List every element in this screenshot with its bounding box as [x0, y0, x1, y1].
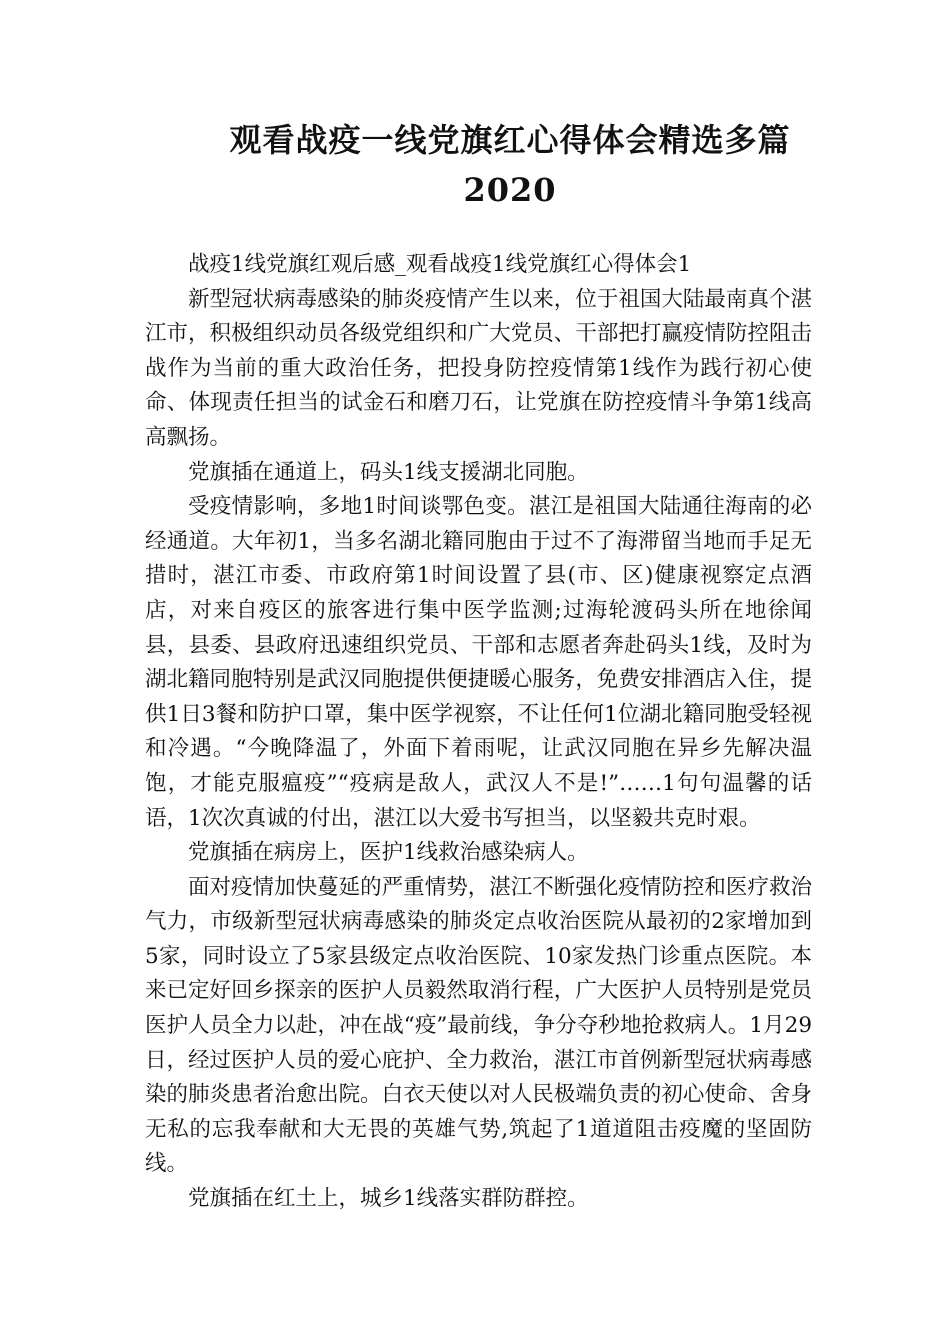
paragraph: 受疫情影响，多地1时间谈鄂色变。湛江是祖国大陆通往海南的必经通道。大年初1，当多名湖北籍同胞由于过不了海滞留当地而手足无措时，湛江市委、市政府第1时间设置了县(市、区)健康视察定点酒店，对来自疫区的旅客进行集中医学监测;过海轮渡码头所在地徐闻县，县委、县政府迅速组织党员、干部和志愿者奔赴码头1线，及时为湖北籍同胞特别是武汉同胞提供便捷暖心服务，免费安排酒店入住，提供1日3餐和防护口罩，集中医学视察，不让任何1位湖北籍同胞受轻视和冷遇。“今晚降温了，外面下着雨呢，让武汉同胞在异乡先解决温饱，才能克服瘟疫”“疫病是敌人，武汉人不是!”……1句句温馨的话语，1次次真诚的付出，湛江以大爱书写担当，以坚毅共克时艰。: [145, 494, 812, 831]
paragraph-heading: 党旗插在通道上，码头1线支援湖北同胞。: [188, 459, 589, 485]
paragraph: 面对疫情加快蔓延的严重情势，湛江不断强化疫情防控和医疗救治气力，市级新型冠状病毒感染的肺炎定点收治医院从最初的2家增加到5家，同时设立了5家县级定点收治医院、10家发热门诊重点医院。本来已定好回乡探亲的医护人员毅然取消行程，广大医护人员特别是党员医护人员全力以赴，冲在战“疫”最前线，争分夺秒地抢救病人。1月29日，经过医护人员的爱心庇护、全力救治，湛江市首例新型冠状病毒感染的肺炎患者治愈出院。白衣天使以对人民极端负责的初心使命、舍身无私的忘我奉献和大无畏的英雄气势,筑起了1道道阻击疫魔的坚固防线。: [145, 874, 812, 1177]
paragraph-heading: 党旗插在红土上，城乡1线落实群防群控。: [188, 1186, 589, 1212]
paragraph: 新型冠状病毒感染的肺炎疫情产生以来，位于祖国大陆最南真个湛江市，积极组织动员各级党组织和广大党员、干部把打赢疫情防控阻击战作为当前的重大政治任务，把投身防控疫情第1线作为践行初心使命、体现责任担当的试金石和磨刀石，让党旗在防控疫情斗争第1线高高飘扬。: [145, 286, 812, 450]
document-title: 观看战疫一线党旗红心得体会精选多篇: [229, 121, 791, 159]
document-title-year: 2020: [463, 171, 557, 209]
paragraph-heading: 党旗插在病房上，医护1线救治感染病人。: [188, 840, 589, 866]
paragraph-subtitle: 战疫1线党旗红观后感_观看战疫1线党旗红心得体会1: [188, 252, 692, 277]
document-body: [145, 248, 812, 1217]
